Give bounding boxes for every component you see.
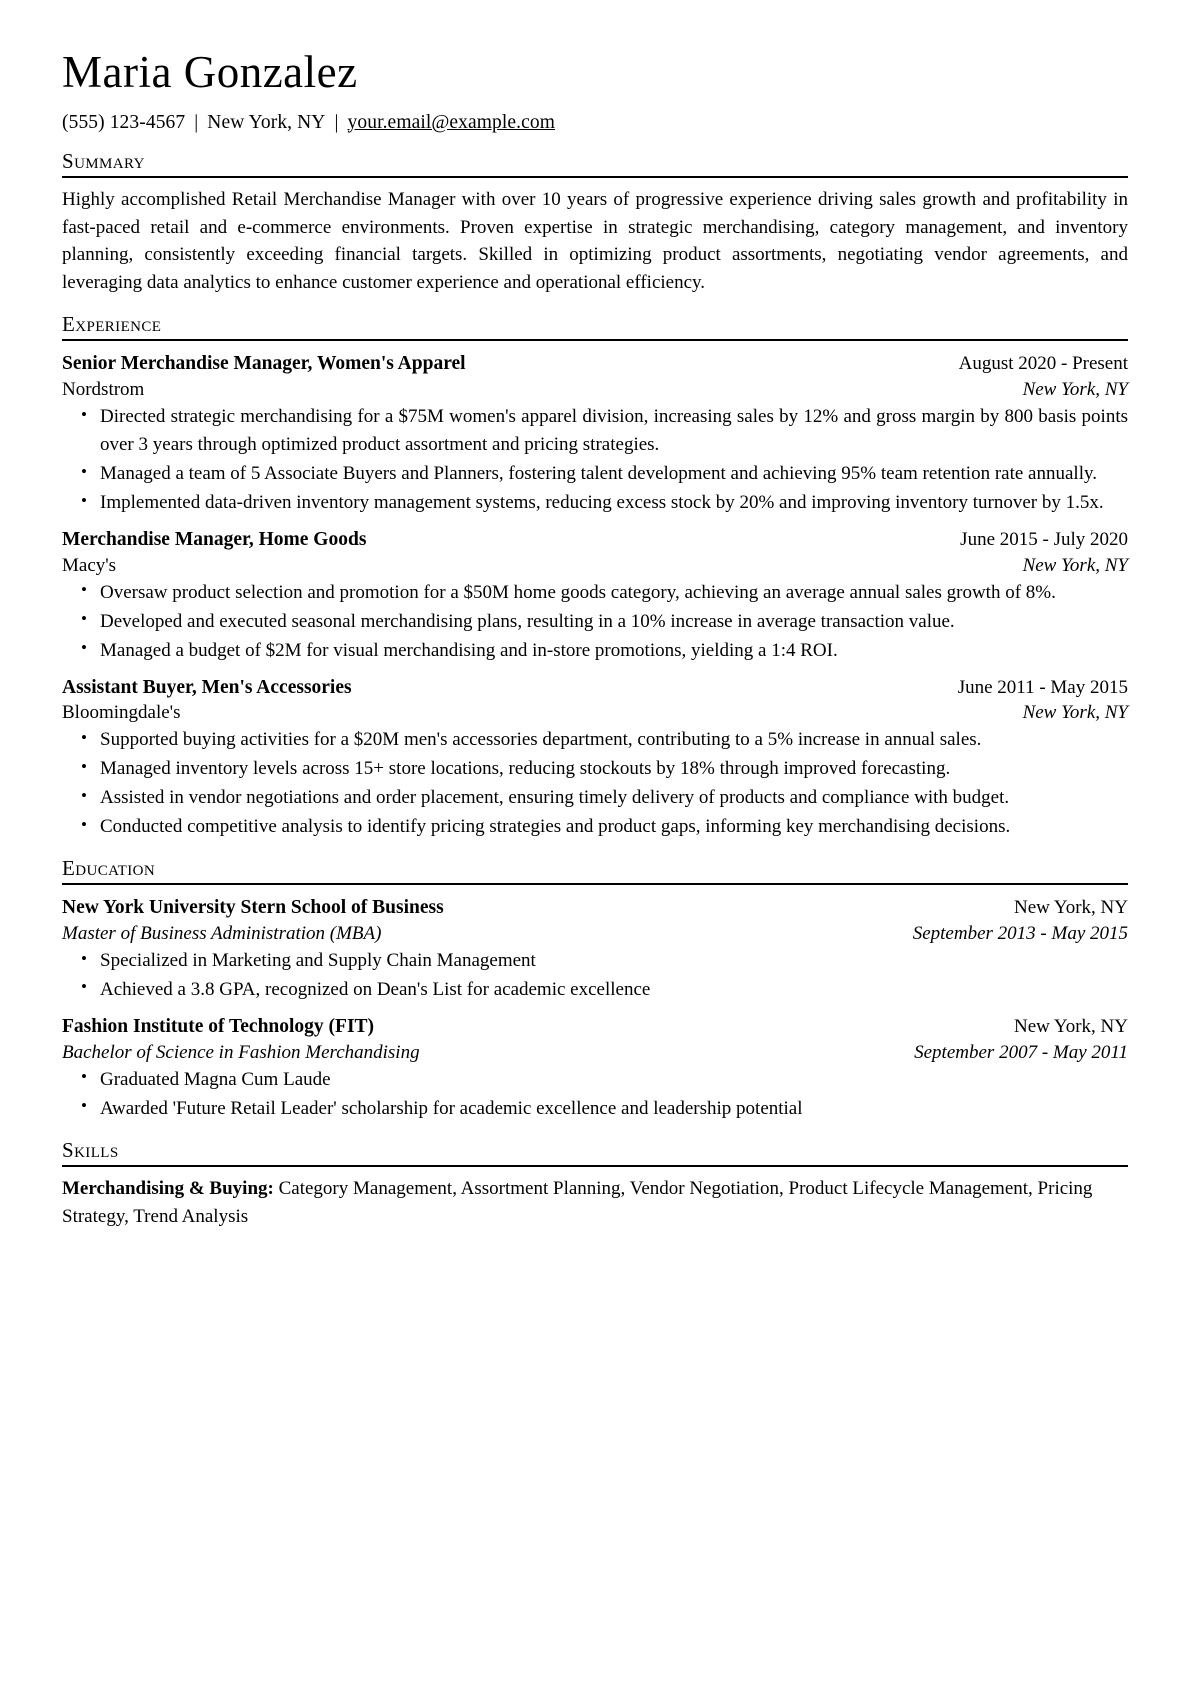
section-title-summary: Summary [62,148,145,173]
job-bullet: • Implemented data-driven inventory management systems, reducing excess stock by 20% and improving inventory turnover by 1.5x. [62,489,1128,517]
degree-date: September 2007 - May 2011 [914,1041,1128,1063]
job-bullet: • Managed a budget of $2M for visual merchandising and in-store promotions, yielding a 1:4 ROI. [62,637,1128,665]
section-rule-education [62,883,1128,885]
section-rule-summary [62,176,1128,178]
job-bullet: • Assisted in vendor negotiations and order placement, ensuring timely delivery of products and compliance with budget. [62,784,1128,812]
experience-org-row [62,700,1128,725]
job-location: New York, NY [1022,554,1128,576]
resume-header [62,48,1128,134]
education-bullet-list [62,1066,1128,1123]
education-entry [62,1014,1128,1123]
job-bullet: • Developed and executed seasonal merchandising plans, resulting in a 10% increase in average transaction value. [62,608,1128,636]
section-skills [62,1138,1128,1231]
job-bullet: • Managed a team of 5 Associate Buyers and Planners, fostering talent development and achieving 95% team retention rate annually. [62,460,1128,488]
job-date: August 2020 - Present [958,353,1128,375]
experience-entry [62,675,1128,842]
school-name: Fashion Institute of Technology (FIT) [62,1015,375,1037]
job-bullet: • Conducted competitive analysis to identify pricing strategies and product gaps, informing key merchandising decisions. [62,813,1128,841]
education-bullet-list [62,947,1128,1004]
education-degree-row [62,1040,1128,1065]
job-date: June 2015 - July 2020 [960,528,1128,550]
section-title-skills: Skills [62,1137,119,1162]
contact-line [62,112,1128,134]
education-bullet: • Achieved a 3.8 GPA, recognized on Dean's List for academic excellence [62,976,1128,1004]
job-bullet: • Supported buying activities for a $20M men's accessories department, contributing to a 5% increase in annual sales. [62,726,1128,754]
job-company: Bloomingdale's [62,702,181,724]
email-link[interactable]: your.email@example.com [347,111,556,133]
experience-entry [62,351,1128,517]
degree-name: Bachelor of Science in Fashion Merchandising [62,1041,420,1063]
education-school-row [62,895,1128,921]
job-company: Macy's [62,554,117,576]
candidate-name: Maria Gonzalez [62,47,358,97]
contact-location: New York, NY [207,111,326,133]
job-bullet: • Oversaw product selection and promotion for a $50M home goods category, achieving an average annual sales growth of 8%. [62,579,1128,607]
section-summary [62,149,1128,298]
degree-date: September 2013 - May 2015 [912,922,1128,944]
job-title: Senior Merchandise Manager, Women's Apparel [62,353,466,375]
section-experience [62,312,1128,841]
education-entry [62,895,1128,1004]
job-bullet: • Directed strategic merchandising for a $75M women's apparel division, increasing sales by 12% and gross margin by 800 basis points over 3 years through optimized product assortment and pricing strategies. [62,403,1128,459]
experience-title-row [62,675,1128,701]
summary-paragraph: Highly accomplished Retail Merchandise Manager with over 10 years of progressive experience driving sales growth and profitability in fast-paced retail and e-commerce environments. Proven expertise in strategic merchandising, category management, and inventory planning, consistently exceeding financial targets. Skilled in optimizing product assortments, negotiating vendor agreements, and leveraging data analytics to enhance customer experience and operational efficiency. [62,188,1128,294]
experience-org-row [62,553,1128,578]
section-title-experience: Experience [62,312,162,337]
degree-name: Master of Business Administration (MBA) [62,922,382,944]
skill-line [62,1175,1128,1231]
job-bullet-list [62,579,1128,665]
section-rule-experience [62,339,1128,341]
school-location: New York, NY [1013,897,1128,919]
job-company: Nordstrom [62,379,145,401]
contact-separator-1: | [194,111,199,133]
experience-title-row [62,527,1128,553]
job-bullet-list [62,403,1128,517]
job-location: New York, NY [1022,702,1128,724]
section-title-education: Education [62,856,156,881]
section-education [62,856,1128,1122]
job-bullet: • Managed inventory levels across 15+ store locations, reducing stockouts by 18% through improved forecasting. [62,755,1128,783]
contact-separator-2: | [334,111,339,133]
experience-org-row [62,377,1128,402]
job-bullet-list [62,726,1128,841]
job-location: New York, NY [1022,379,1128,401]
job-date: June 2011 - May 2015 [957,676,1128,698]
education-bullet: • Specialized in Marketing and Supply Chain Management [62,947,1128,975]
school-location: New York, NY [1013,1015,1128,1037]
experience-entry [62,527,1128,665]
education-bullet: • Awarded 'Future Retail Leader' scholarship for academic excellence and leadership potential [62,1095,1128,1123]
school-name: New York University Stern School of Business [62,897,444,919]
education-bullet: • Graduated Magna Cum Laude [62,1066,1128,1094]
skill-items: Category Management, Assortment Planning, Vendor Negotiation, Product Lifecycle Management, Pricing Strategy, Trend Analysis [62,1177,1093,1227]
section-rule-skills [62,1165,1128,1167]
job-title: Merchandise Manager, Home Goods [62,528,367,550]
experience-title-row [62,351,1128,377]
education-school-row [62,1014,1128,1040]
skill-category: Merchandising & Buying: [62,1177,274,1199]
job-title: Assistant Buyer, Men's Accessories [62,676,352,698]
phone-number: (555) 123-4567 [62,111,186,133]
education-degree-row [62,921,1128,946]
